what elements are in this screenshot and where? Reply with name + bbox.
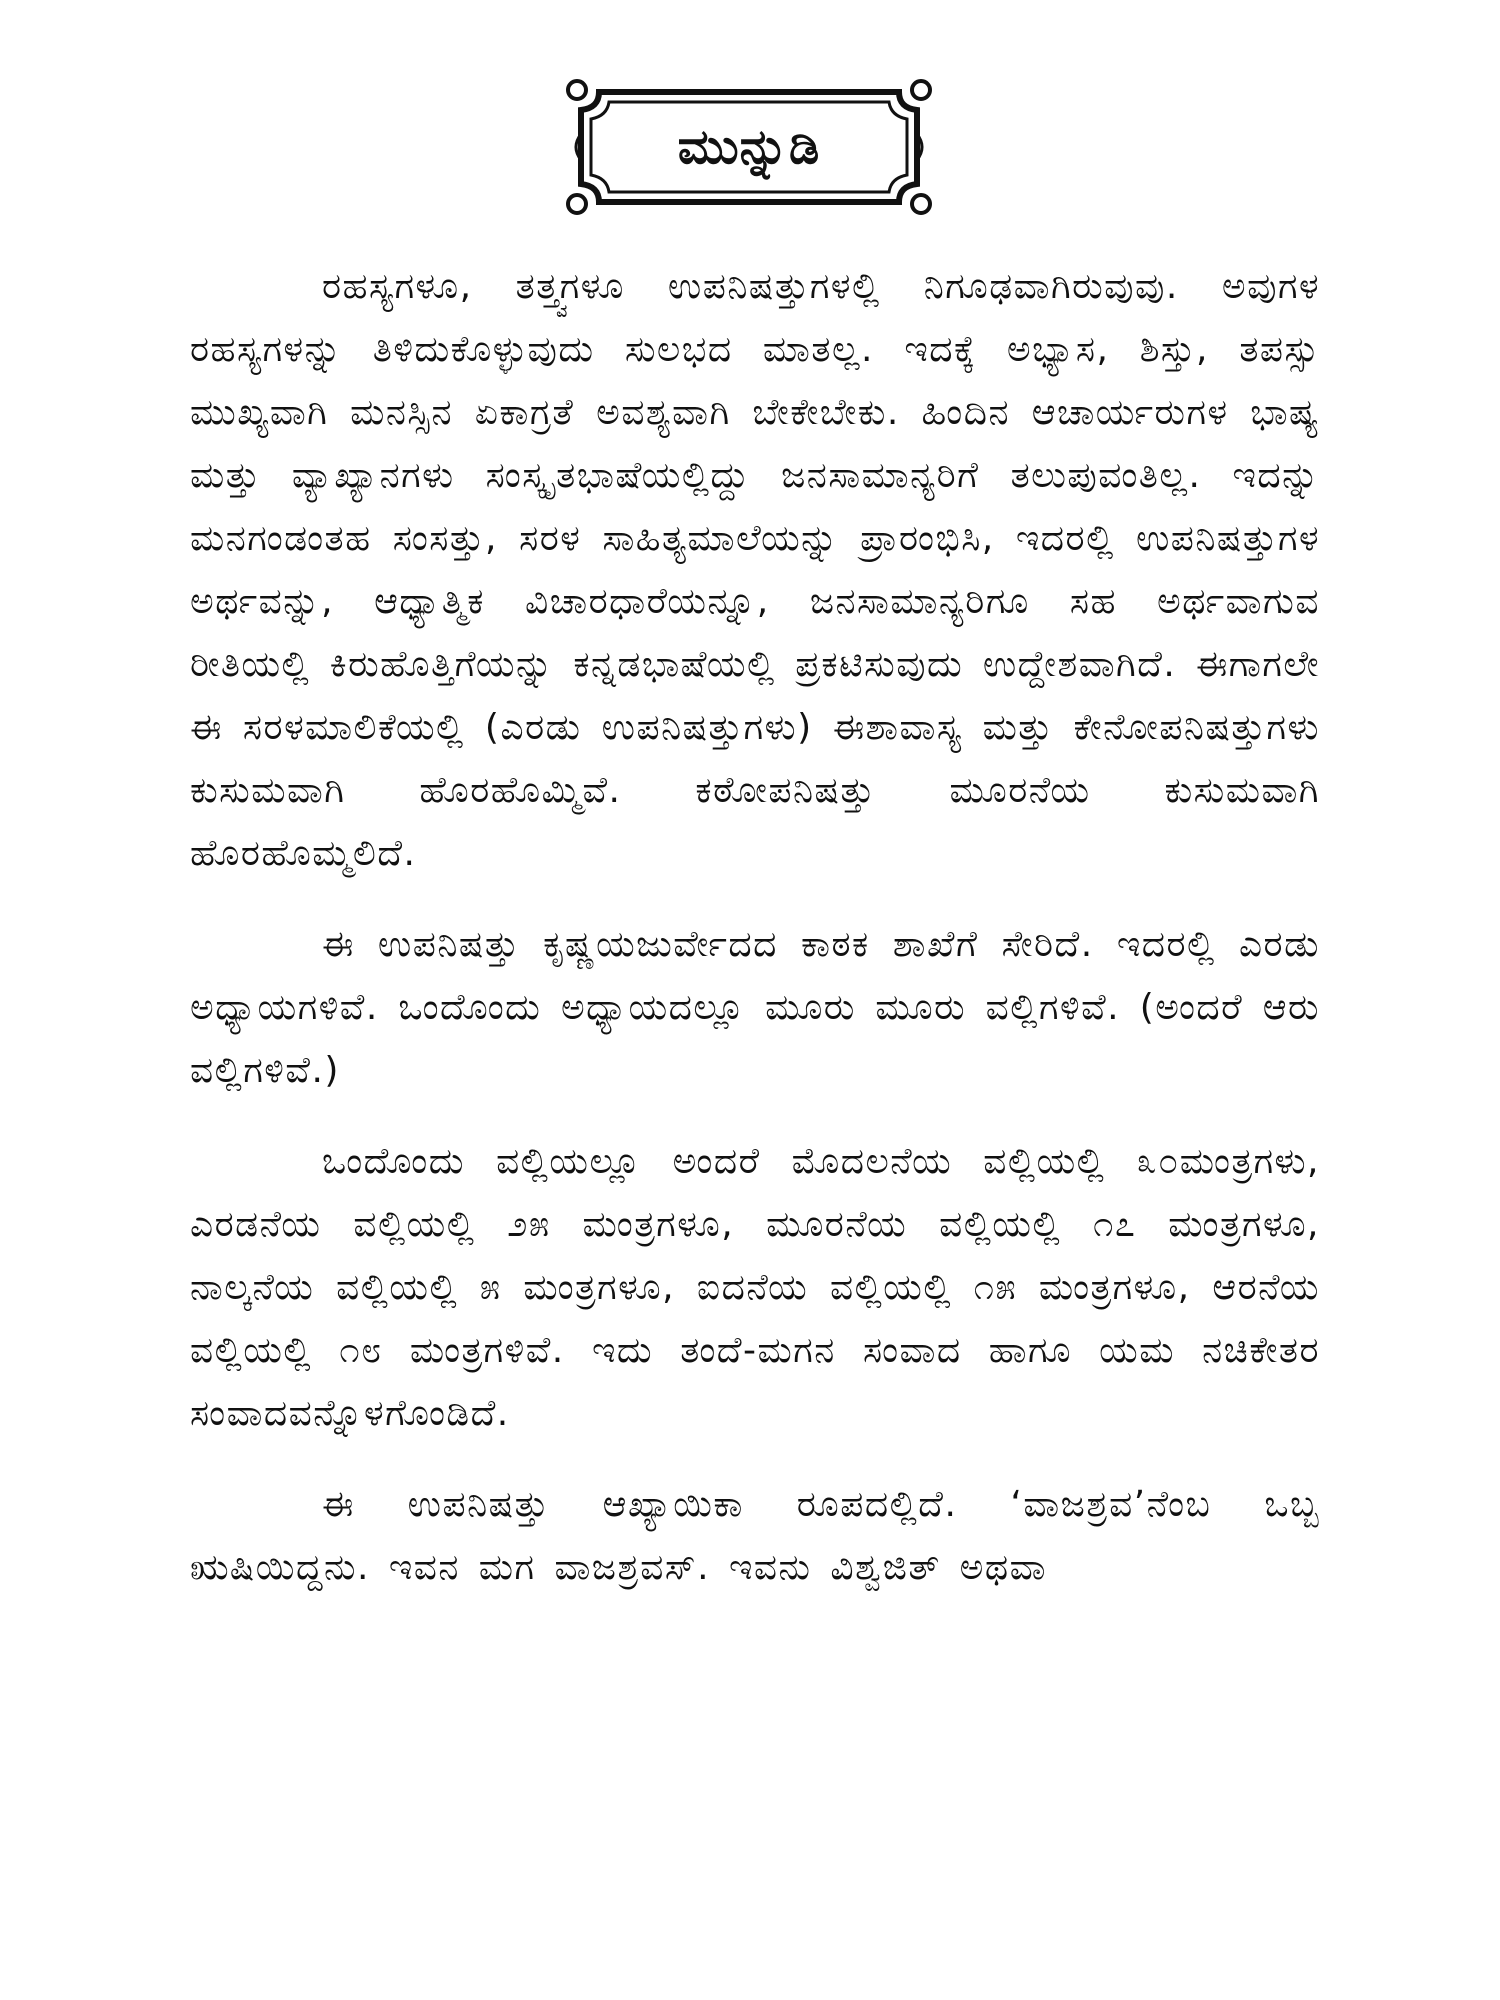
page-title: ಮುನ್ನುಡಿ [677,119,821,175]
paragraph-1: ರಹಸ್ಯಗಳೂ, ತತ್ತ್ವಗಳೂ ಉಪನಿಷತ್ತುಗಳಲ್ಲಿ ನಿಗೂಢವಾಗಿರುವುವು. ಅವುಗಳ ರಹಸ್ಯಗಳನ್ನು ತಿಳಿದುಕೊಳ್ಳುವುದು ಸುಲಭದ ಮಾತಲ್ಲ. ಇದಕ್ಕೆ ಅಭ್ಯಾಸ, ಶಿಸ್ತು, ತಪಸ್ಸು ಮುಖ್ಯವಾಗಿ ಮನಸ್ಸಿನ ಏಕಾಗ್ರತೆ ಅವಶ್ಯವಾಗಿ ಬೇಕೇಬೇಕು. ಹಿಂದಿನ ಆಚಾರ್ಯರುಗಳ ಭಾಷ್ಯ ಮತ್ತು ವ್ಯಾಖ್ಯಾನಗಳು ಸಂಸ್ಕೃತಭಾಷೆಯಲ್ಲಿದ್ದು ಜನಸಾಮಾನ್ಯರಿಗೆ ತಲುಪುವಂತಿಲ್ಲ. ಇದನ್ನು ಮನಗಂಡಂತಹ ಸಂಸತ್ತು, ಸರಳ ಸಾಹಿತ್ಯಮಾಲೆಯನ್ನು ಪ್ರಾರಂಭಿಸಿ, ಇದರಲ್ಲಿ ಉಪನಿಷತ್ತುಗಳ ಅರ್ಥವನ್ನು, ಆಧ್ಯಾತ್ಮಿಕ ವಿಚಾರಧಾರೆಯನ್ನೂ, ಜನಸಾಮಾನ್ಯರಿಗೂ ಸಹ ಅರ್ಥವಾಗುವ ರೀತಿಯಲ್ಲಿ ಕಿರುಹೊತ್ತಿಗೆಯನ್ನು ಕನ್ನಡಭಾಷೆಯಲ್ಲಿ ಪ್ರಕಟಿಸುವುದು ಉದ್ದೇಶವಾಗಿದೆ. ಈಗಾಗಲೇ ಈ ಸರಳಮಾಲಿಕೆಯಲ್ಲಿ (ಎರಡು ಉಪನಿಷತ್ತುಗಳು) ಈಶಾವಾಸ್ಯ ಮತ್ತು ಕೇನೋಪನಿಷತ್ತುಗಳು ಕುಸುಮವಾಗಿ ಹೊರಹೊಮ್ಮಿವೆ. ಕಠೋಪನಿಷತ್ತು ಮೂರನೆಯ ಕುಸುಮವಾಗಿ ಹೊರಹೊಮ್ಮಲಿದೆ. [190,266,1320,874]
paragraph-2: ಈ ಉಪನಿಷತ್ತು ಕೃಷ್ಣಯಜುರ್ವೇದದ ಕಾಠಕ ಶಾಖೆಗೆ ಸೇರಿದೆ. ಇದರಲ್ಲಿ ಎರಡು ಅಧ್ಯಾಯಗಳಿವೆ. ಒಂದೊಂದು ಅಧ್ಯಾಯದಲ್ಲೂ ಮೂರು ಮೂರು ವಲ್ಲಿಗಳಿವೆ. (ಅಂದರೆ ಆರು ವಲ್ಲಿಗಳಿವೆ.) [190,924,1320,1091]
title-frame [565,78,933,216]
preface-body [190,255,1320,1599]
paragraph-3: ಒಂದೊಂದು ವಲ್ಲಿಯಲ್ಲೂ ಅಂದರೆ ಮೊದಲನೆಯ ವಲ್ಲಿಯಲ್ಲಿ ೩೦ಮಂತ್ರಗಳು, ಎರಡನೆಯ ವಲ್ಲಿಯಲ್ಲಿ ೨೫ ಮಂತ್ರಗಳೂ, ಮೂರನೆಯ ವಲ್ಲಿಯಲ್ಲಿ ೧೭ ಮಂತ್ರಗಳೂ, ನಾಲ್ಕನೆಯ ವಲ್ಲಿಯಲ್ಲಿ ೫ ಮಂತ್ರಗಳೂ, ಐದನೆಯ ವಲ್ಲಿಯಲ್ಲಿ ೧೫ ಮಂತ್ರಗಳೂ, ಆರನೆಯ ವಲ್ಲಿಯಲ್ಲಿ ೧೮ ಮಂತ್ರಗಳಿವೆ. ಇದು ತಂದೆ-ಮಗನ ಸಂವಾದ ಹಾಗೂ ಯಮ ನಚಿಕೇತರ ಸಂವಾದವನ್ನೊಳಗೊಂಡಿದೆ. [190,1141,1320,1434]
paragraph-4: ಈ ಉಪನಿಷತ್ತು ಆಖ್ಯಾಯಿಕಾ ರೂಪದಲ್ಲಿದೆ. ‘ವಾಜಶ್ರವ’ನೆಂಬ ಒಬ್ಬ ಋಷಿಯಿದ್ದನು. ಇವನ ಮಗ ವಾಜಶ್ರವಸ್. ಇವನು ವಿಶ್ವಜಿತ್ ಅಥವಾ [190,1484,1320,1588]
